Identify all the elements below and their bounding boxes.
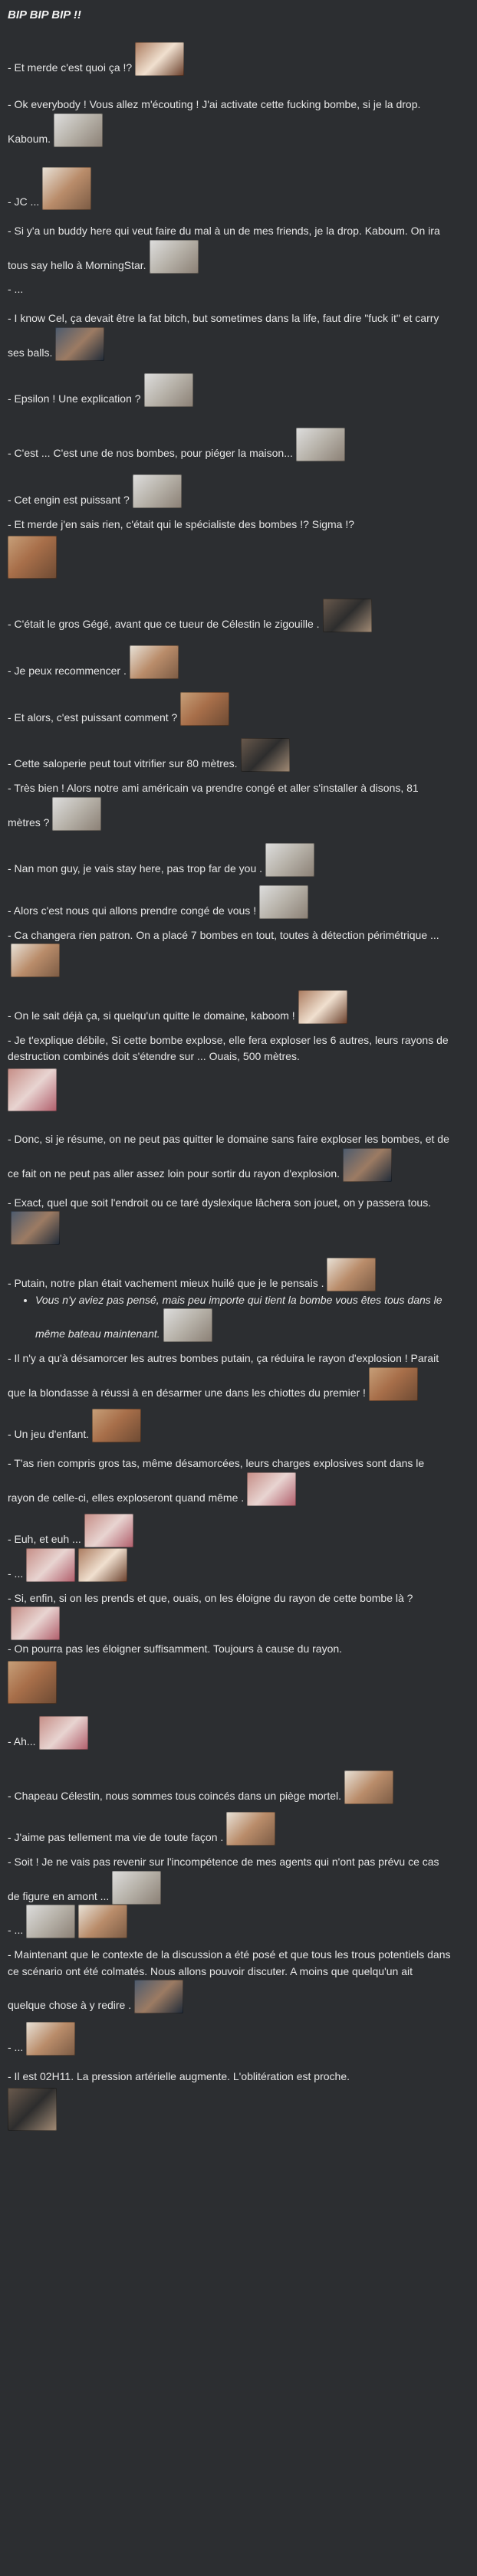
sticker-image [296,428,345,461]
sticker-image [344,1770,393,1804]
dialogue-line [8,780,452,831]
sticker-image [180,692,229,726]
dialogue-line [8,1947,452,2014]
line-text: - Exact, quel que soit l'endroit ou ce taré dyslexique lâchera son jouet, on y passera tous. [8,1196,432,1209]
dialogue-line [8,990,452,1025]
sticker-image [112,1871,161,1905]
sticker-image [343,1148,392,1182]
sticker-image [84,1514,133,1547]
line-text: - JC ... [8,195,40,208]
line-text: - ... [8,2041,24,2053]
line-text: - ... [8,283,24,296]
dialogue-line [8,1590,452,1641]
dialogue-line [8,1716,452,1751]
dialogue-line [8,281,452,298]
dialogue-line [8,1409,452,1443]
sticker-image [26,2022,75,2056]
dialogue-line [8,2069,452,2131]
line-text: - On le sait déjà ça, si quelqu'un quitte le domaine, kaboom ! [8,1009,295,1022]
line-text: - C'est ... C'est une de nos bombes, pour piéger la maison... [8,447,293,460]
line-text: - Ca changera rien patron. On a placé 7 bombes en tout, toutes à détection périmétrique ... [8,928,439,941]
line-text: - ... [8,1567,24,1580]
dialogue-line [8,1131,452,1182]
dialogue-line [8,517,452,579]
sticker-image [8,536,57,579]
sticker-image [298,990,347,1024]
line-text: - ... [8,1924,24,1937]
sticker-image [55,327,104,361]
dialogue-line [8,599,452,633]
line-text: - Cette saloperie peut tout vitrifier sur 80 mètres. [8,757,238,770]
sticker-image [134,1980,183,2013]
dialogue-line [8,42,452,77]
dialogue-line [8,1455,452,1506]
line-text: - Epsilon ! Une explication ? [8,392,141,405]
line-text: - Si, enfin, si on les prends et que, ouais, on les éloigne du rayon de cette bombe là ? [8,1591,413,1604]
line-text: - I know Cel, ça devait être la fat bitch, but sometimes dans la life, faut dire "fuck it" et carry ses balls. [8,312,439,359]
line-text: - Ok everybody ! Vous allez m'écouting ! J'ai activate cette fucking bombe, si je la drop. Kaboum. [8,97,421,145]
line-text: - Ah... [8,1734,36,1747]
line-text: - Je t'explique débile, Si cette bombe explose, elle fera exploser les 6 autres, leurs rayons de destruction combinés doit s'étendre sur ... Ouais, 500 mètres. [8,1033,449,1063]
dialogue-line [8,1812,452,1846]
sticker-image [265,843,314,877]
sticker-image [259,885,308,919]
dialogue-line [8,1514,452,1548]
sticker-image [130,645,179,679]
line-text: - Putain, notre plan était vachement mieux huilé que je le pensais . [8,1276,324,1289]
sticker-image [144,373,193,407]
line-text: - Alors c'est nous qui allons prendre congé de vous ! [8,904,257,917]
sticker-image [323,599,372,632]
dialogue-line [8,428,452,462]
dialogue-line [8,645,452,680]
line-text: - Si y'a un buddy here qui veut faire du mal à un de mes friends, je la drop. Kaboum. On ira tous say hello à MorningStar. [8,225,440,271]
dialogue-line [8,927,452,978]
dialogue-line [8,885,452,920]
sticker-image [78,1548,127,1582]
line-text: - Soit ! Je ne vais pas revenir sur l'incompétence de mes agents qui n'ont pas prévu ce cas de figure en amont ... [8,1855,439,1902]
sticker-image [369,1367,418,1401]
line-text: - Un jeu d'enfant. [8,1428,90,1441]
dialogue-line [8,167,452,211]
dialogue-line [8,1854,452,1905]
sticker-image [163,1308,212,1342]
line-text: - Il n'y a qu'à désamorcer les autres bombes putain, ça réduira le rayon d'explosion ! Parait que la blondasse à réussi à en désarmer une dans les chiottes du premier ! [8,1351,439,1399]
sticker-image [11,1606,60,1640]
sticker-image [150,240,199,274]
sticker-image [11,1211,60,1245]
sticker-image [78,1905,127,1938]
sticker-image [42,167,91,210]
sticker-image [26,1905,75,1938]
dialogue-line [8,373,452,408]
dialogue-line [8,1195,452,1245]
dialogue-line [8,1548,452,1583]
dialogue-line [8,223,452,274]
sticker-image [26,1548,75,1582]
line-text: - C'était le gros Gégé, avant que ce tueur de Célestin le zigouille . [8,618,320,631]
line-text: Vous n'y aviez pas pensé, mais peu importe qui tient la bombe vous êtes tous dans le même bateau maintenant. [35,1293,442,1341]
line-text: - Cet engin est puissant ? [8,493,130,506]
line-text: - Donc, si je résume, on ne peut pas quitter le domaine sans faire exploser les bombes, et de ce fait on ne peut pas aller assez loin pour sortir du rayon d'explosion. [8,1133,449,1180]
line-text: - Nan mon guy, je vais stay here, pas trop far de you . [8,862,263,875]
sticker-image [247,1472,296,1506]
sticker-image [8,2088,57,2131]
sticker-image [226,1812,275,1846]
dialogue-line [8,1350,452,1401]
line-text: - Euh, et euh ... [8,1533,81,1546]
dialogue-line [8,310,452,361]
line-text: - J'aime pas tellement ma vie de toute façon . [8,1831,224,1844]
sticker-image [327,1258,376,1291]
dialogue-line [8,474,452,509]
dialogue-line [8,1905,452,1939]
line-text: - Chapeau Célestin, nous sommes tous coincés dans un piège mortel. [8,1789,342,1802]
dialogue-line [8,1032,452,1111]
line-text: - On pourra pas les éloigner suffisamment. Toujours à cause du rayon. [8,1642,343,1656]
line-text: - Je peux recommencer . [8,664,127,677]
post-title: BIP BIP BIP !! [8,8,81,21]
sticker-image [11,943,60,977]
dialogue-line [8,738,452,773]
line-text: - Et alors, c'est puissant comment ? [8,710,178,724]
dialogue-line [8,1770,452,1805]
sticker-image [52,797,101,831]
line-text: - Il est 02H11. La pression artérielle augmente. L'oblitération est proche. [8,2069,350,2082]
sticker-image [39,1716,88,1750]
line-text: - Maintenant que le contexte de la discussion a été posé et que tous les trous potentiels dans ce scénario ont été colmatés. Nous allons pouvoir discuter. A moins que quelqu'un ait quelque chose à y redire . [8,1948,451,2012]
sticker-image [241,738,290,772]
sticker-image [8,1068,57,1111]
dialogue-line [8,843,452,878]
dialogue-line [8,1641,452,1704]
sticker-image [135,42,184,76]
sticker-image [92,1409,141,1442]
sticker-image [133,474,182,508]
dialogue-line [8,97,452,147]
sticker-image [8,1661,57,1704]
dialogue-line [8,1258,452,1292]
dialogue-line [8,692,452,727]
bullet-item [35,1292,452,1343]
sticker-image [54,113,103,147]
dialogue-line [8,2022,452,2056]
line-text: - Et merde c'est quoi ça !? [8,61,133,74]
bullet-list [8,1292,452,1343]
line-text: - Et merde j'en sais rien, c'était qui le spécialiste des bombes !? Sigma !? [8,517,355,530]
line-text: - T'as rien compris gros tas, même désamorcées, leurs charges explosives sont dans le rayon de celle-ci, elles exploseront quand même . [8,1457,425,1504]
line-text: - Très bien ! Alors notre ami américain va prendre congé et aller s'installer à disons, 81 mètres ? [8,781,419,829]
